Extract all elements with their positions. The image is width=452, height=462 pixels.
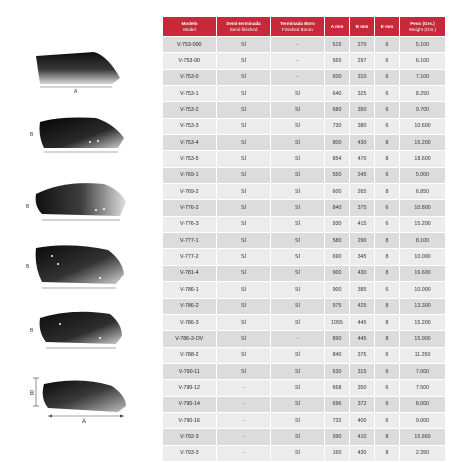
table-cell: 515 <box>325 37 350 53</box>
table-cell: V-792-3 <box>163 429 217 445</box>
table-cell: 8.000 <box>400 396 446 412</box>
table-cell: V-790-11 <box>163 363 217 379</box>
table-cell: SÍ <box>217 363 271 379</box>
table-cell: V-753-0 <box>163 69 217 85</box>
table-cell: 11.250 <box>400 347 446 363</box>
table-cell: SÍ <box>217 282 271 298</box>
table-row <box>163 69 446 85</box>
plow-share-drawing-2 <box>0 108 160 160</box>
table-body <box>163 37 446 462</box>
table-cell: V-776-2 <box>163 200 217 216</box>
table-cell: 6 <box>375 396 400 412</box>
table-cell: 900 <box>325 265 350 281</box>
table-cell: 8 <box>375 445 400 461</box>
plow-share-drawing-1 <box>0 44 160 96</box>
table-cell: V-777-2 <box>163 249 217 265</box>
table-cell: 470 <box>350 151 375 167</box>
table-row <box>163 282 446 298</box>
table-cell: - <box>217 412 271 428</box>
table-cell: V-786-3 <box>163 314 217 330</box>
table-row <box>163 380 446 396</box>
table-cell: 8 <box>375 298 400 314</box>
table-cell: V-790-16 <box>163 412 217 428</box>
table-row <box>163 200 446 216</box>
table-cell: 375 <box>350 200 375 216</box>
table-cell: 2.350 <box>400 445 446 461</box>
column-header-english: Model <box>183 26 196 32</box>
table-cell: 345 <box>350 249 375 265</box>
table-cell: SÍ <box>217 298 271 314</box>
table-cell: 6 <box>375 86 400 102</box>
column-header-spanish: Terminada Boro <box>280 20 315 26</box>
table-row <box>163 86 446 102</box>
table-cell: SÍ <box>217 314 271 330</box>
table-cell: SÍ <box>217 135 271 151</box>
table-row <box>163 298 446 314</box>
table-cell: 6 <box>375 200 400 216</box>
table-row <box>163 102 446 118</box>
table-cell: SÍ <box>271 135 325 151</box>
table-row <box>163 249 446 265</box>
table-cell: SÍ <box>271 396 325 412</box>
table-cell: SÍ <box>271 184 325 200</box>
table-cell: 415 <box>350 216 375 232</box>
column-header <box>350 17 375 37</box>
table-cell: 350 <box>350 102 375 118</box>
table-cell: 6 <box>375 37 400 53</box>
table-cell: 425 <box>350 298 375 314</box>
table-cell: 15.200 <box>400 314 446 330</box>
table-cell: 900 <box>325 282 350 298</box>
table-cell: SÍ <box>271 282 325 298</box>
table-cell: SÍ <box>217 184 271 200</box>
column-header-english: Finished Boron <box>282 26 313 32</box>
dimension-b-label: B <box>30 391 35 397</box>
table-cell: 840 <box>325 200 350 216</box>
table-cell: SÍ <box>271 233 325 249</box>
table-cell: 15.200 <box>400 216 446 232</box>
table-row <box>163 363 446 379</box>
table-cell: 6 <box>375 216 400 232</box>
column-header-english: Semi-finished <box>229 26 258 32</box>
table-cell: 5.100 <box>400 37 446 53</box>
table-cell: SÍ <box>217 265 271 281</box>
table-cell: SÍ <box>271 347 325 363</box>
table-cell: 680 <box>325 102 350 118</box>
table-cell: 7.500 <box>400 380 446 396</box>
table-cell: SÍ <box>271 265 325 281</box>
plow-share-drawing-6 <box>0 370 160 426</box>
table-cell: 975 <box>325 298 350 314</box>
table-cell: SÍ <box>217 69 271 85</box>
table-cell: 550 <box>325 167 350 183</box>
table-row <box>163 445 446 461</box>
table-cell: 732 <box>325 412 350 428</box>
table-cell: 270 <box>350 37 375 53</box>
table-cell: 10.600 <box>400 118 446 134</box>
plow-share-illustrations <box>0 0 160 452</box>
table-cell: SÍ <box>217 151 271 167</box>
table-cell: 9.000 <box>400 412 446 428</box>
column-header <box>325 17 350 37</box>
table-cell: 1055 <box>325 314 350 330</box>
table-row <box>163 135 446 151</box>
table-cell: 580 <box>325 233 350 249</box>
table-cell: SÍ <box>217 216 271 232</box>
table-row <box>163 53 446 69</box>
table-cell: 990 <box>325 429 350 445</box>
table-cell: SÍ <box>271 151 325 167</box>
column-header-english: Weight (Grs.) <box>408 26 437 32</box>
table-cell: 630 <box>325 363 350 379</box>
table-cell: 800 <box>325 135 350 151</box>
table-cell: SÍ <box>271 200 325 216</box>
table-cell: - <box>271 331 325 347</box>
table-cell: V-753-3 <box>163 118 217 134</box>
dimension-b-label: B <box>26 264 30 270</box>
table-cell: V-790-12 <box>163 380 217 396</box>
table-cell: V-793-3 <box>163 445 217 461</box>
table-cell: - <box>271 53 325 69</box>
table-cell: 6 <box>375 69 400 85</box>
plow-share-drawing-5 <box>0 302 160 354</box>
table-cell: V-788-2 <box>163 347 217 363</box>
column-header-spanish: B mm <box>355 23 369 29</box>
table-cell: SÍ <box>217 249 271 265</box>
table-row <box>163 37 446 53</box>
table-cell: 10.000 <box>400 249 446 265</box>
column-header-spanish: E mm <box>380 23 394 29</box>
table-cell: 6 <box>375 347 400 363</box>
table-cell: V-753-2 <box>163 102 217 118</box>
plow-share-drawing-3 <box>0 174 160 226</box>
table-cell: SÍ <box>217 86 271 102</box>
table-cell: V-753-00 <box>163 53 217 69</box>
table-row <box>163 331 446 347</box>
table-cell: SÍ <box>271 380 325 396</box>
table-cell: 8 <box>375 331 400 347</box>
table-cell: 890 <box>325 331 350 347</box>
table-cell: V-777-1 <box>163 233 217 249</box>
table-row <box>163 429 446 445</box>
table-row <box>163 216 446 232</box>
table-cell: 380 <box>350 118 375 134</box>
table-cell: - <box>217 445 271 461</box>
specification-table <box>162 16 446 462</box>
table-cell: 696 <box>325 396 350 412</box>
table-cell: SÍ <box>271 445 325 461</box>
table-cell: 8 <box>375 429 400 445</box>
table-cell: 8 <box>375 265 400 281</box>
table-cell: SÍ <box>217 200 271 216</box>
table-cell: - <box>217 380 271 396</box>
table-cell: 290 <box>350 233 375 249</box>
table-cell: 15.200 <box>400 135 446 151</box>
table-cell: 9.700 <box>400 102 446 118</box>
column-header-spanish: A mm <box>330 23 344 29</box>
column-header <box>217 17 271 37</box>
table-cell: 400 <box>350 412 375 428</box>
table-cell: 8 <box>375 233 400 249</box>
table-cell: SÍ <box>217 347 271 363</box>
table-cell: 8.250 <box>400 86 446 102</box>
table-cell: 565 <box>325 53 350 69</box>
table-cell: SÍ <box>217 102 271 118</box>
table-cell: 445 <box>350 331 375 347</box>
table-cell: 430 <box>350 135 375 151</box>
table-cell: 8 <box>375 135 400 151</box>
table-cell: SÍ <box>271 412 325 428</box>
table-cell: - <box>271 37 325 53</box>
table-cell: 5.000 <box>400 167 446 183</box>
table-cell: 385 <box>350 282 375 298</box>
table-cell: SÍ <box>271 216 325 232</box>
table-cell: V-753-1 <box>163 86 217 102</box>
table-cell: 15.000 <box>400 331 446 347</box>
dimension-b-label: B <box>30 132 34 138</box>
dimension-a-label: A <box>74 89 78 95</box>
table-cell: 668 <box>325 380 350 396</box>
column-header-spanish: Peso (Grs.) <box>410 20 435 26</box>
table-cell: 930 <box>325 216 350 232</box>
table-cell: - <box>217 429 271 445</box>
table-cell: 690 <box>325 249 350 265</box>
table-row <box>163 265 446 281</box>
table-cell: SÍ <box>271 167 325 183</box>
dimension-a-label: A <box>82 419 87 425</box>
table-cell: 13.300 <box>400 298 446 314</box>
table-cell: V-753-000 <box>163 37 217 53</box>
table-cell: V-776-3 <box>163 216 217 232</box>
table-cell: SÍ <box>217 53 271 69</box>
column-header <box>163 17 217 37</box>
table-cell: V-781-4 <box>163 265 217 281</box>
table-cell: - <box>217 396 271 412</box>
table-cell: SÍ <box>217 331 271 347</box>
table-cell: 6 <box>375 118 400 134</box>
column-header <box>400 17 446 37</box>
table-cell: 6 <box>375 412 400 428</box>
table-cell: SÍ <box>271 298 325 314</box>
table-cell: SÍ <box>271 86 325 102</box>
table-row <box>163 396 446 412</box>
table-cell: 6 <box>375 102 400 118</box>
table-cell: V-769-2 <box>163 184 217 200</box>
plow-share-drawing-4 <box>0 238 160 294</box>
table-cell: 445 <box>350 314 375 330</box>
table-cell: 6 <box>375 53 400 69</box>
table-cell: 6 <box>375 363 400 379</box>
table-row <box>163 151 446 167</box>
table-cell: V-753-5 <box>163 151 217 167</box>
table-cell: V-753-4 <box>163 135 217 151</box>
table-cell: 15.660 <box>400 429 446 445</box>
table-row <box>163 233 446 249</box>
table-cell: SÍ <box>271 249 325 265</box>
table-cell: 6 <box>375 282 400 298</box>
table-row <box>163 184 446 200</box>
dimension-b-label: B <box>30 328 34 334</box>
table-cell: 297 <box>350 53 375 69</box>
table-cell: 600 <box>325 69 350 85</box>
table-cell: 18.600 <box>400 151 446 167</box>
table-cell: SÍ <box>217 233 271 249</box>
table-cell: 8 <box>375 184 400 200</box>
table-cell: 16.600 <box>400 265 446 281</box>
table-cell: 7.000 <box>400 363 446 379</box>
table-cell: 375 <box>350 347 375 363</box>
table-cell: SÍ <box>217 118 271 134</box>
table-cell: 350 <box>350 380 375 396</box>
table-cell: 730 <box>325 118 350 134</box>
table-header-row <box>163 17 446 37</box>
table-cell: SÍ <box>217 167 271 183</box>
table-cell: SÍ <box>271 102 325 118</box>
table-cell: SÍ <box>217 37 271 53</box>
table-cell: 265 <box>350 184 375 200</box>
table-cell: 245 <box>350 167 375 183</box>
table-cell: 430 <box>350 445 375 461</box>
table-cell: 410 <box>350 429 375 445</box>
table-row <box>163 412 446 428</box>
table-cell: V-786-1 <box>163 282 217 298</box>
table-cell: 7.100 <box>400 69 446 85</box>
table-cell: V-769-1 <box>163 167 217 183</box>
table-cell: 8 <box>375 151 400 167</box>
table-cell: 10.800 <box>400 200 446 216</box>
table-row <box>163 167 446 183</box>
table-cell: V-790-14 <box>163 396 217 412</box>
table-cell: - <box>271 69 325 85</box>
table-cell: V-786-2 <box>163 298 217 314</box>
column-header-spanish: Semi-terminada <box>226 20 261 26</box>
table-cell: 6 <box>375 380 400 396</box>
table-cell: SÍ <box>271 118 325 134</box>
table-cell: 6.850 <box>400 184 446 200</box>
table-cell: 840 <box>325 347 350 363</box>
table-cell: 372 <box>350 396 375 412</box>
table-cell: 640 <box>325 86 350 102</box>
table-row <box>163 314 446 330</box>
table-cell: V-786-3-OV <box>163 331 217 347</box>
table-cell: 315 <box>350 363 375 379</box>
table-cell: 6.100 <box>400 53 446 69</box>
table-cell: 6 <box>375 167 400 183</box>
table-cell: 8 <box>375 314 400 330</box>
table-cell: 854 <box>325 151 350 167</box>
table-cell: 160 <box>325 445 350 461</box>
table-cell: 10.000 <box>400 282 446 298</box>
table-cell: 310 <box>350 69 375 85</box>
column-header <box>375 17 400 37</box>
dimension-b-label: B <box>26 204 30 210</box>
table-cell: SÍ <box>271 363 325 379</box>
column-header-spanish: Modelo <box>181 20 198 26</box>
table-cell: 8 <box>375 249 400 265</box>
table-cell: 430 <box>350 265 375 281</box>
table-row <box>163 347 446 363</box>
table-cell: 600 <box>325 184 350 200</box>
table-cell: SÍ <box>271 314 325 330</box>
column-header <box>271 17 325 37</box>
table-cell: SÍ <box>271 429 325 445</box>
table-cell: 325 <box>350 86 375 102</box>
table-row <box>163 118 446 134</box>
table-cell: 8.100 <box>400 233 446 249</box>
